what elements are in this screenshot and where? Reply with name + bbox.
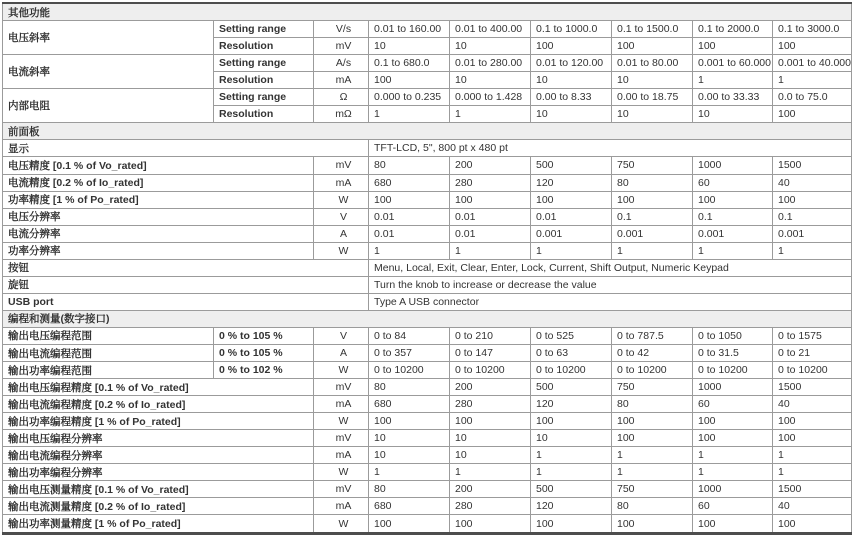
value-cell: 100 [773,413,852,430]
spec-row [3,464,852,481]
spec-row [3,515,852,534]
value-cell: 40 [773,498,852,515]
spec-label-cell: 输出电压编程精度 [0.1 % of Vo_rated] [3,379,314,396]
value-cell: 1 [693,72,773,89]
spec-row [3,225,852,242]
value-cell: 80 [612,498,693,515]
value-cell: 1500 [773,481,852,498]
value-cell: 80 [612,396,693,413]
value-cell: 100 [450,515,531,534]
unit-cell: mA [314,72,369,89]
sub-label-cell: 0 % to 105 % [214,344,314,361]
value-cell: 1 [693,447,773,464]
spec-label-cell: 功率精度 [1 % of Po_rated] [3,191,314,208]
value-cell: 0.001 [773,225,852,242]
spec-row [3,174,852,191]
spec-label-cell: 功率分辨率 [3,242,314,259]
value-cell: 0 to 10200 [531,362,612,379]
value-cell: 280 [450,498,531,515]
value-cell: 10 [612,106,693,123]
value-cell: 0 to 10200 [693,362,773,379]
value-cell: 10 [531,106,612,123]
section-header-row [3,310,852,327]
value-cell: 60 [693,174,773,191]
value-cell: 0.1 to 2000.0 [693,21,773,38]
section-header-row [3,3,852,21]
value-cell: 100 [369,413,450,430]
value-cell: 60 [693,498,773,515]
spec-row [3,242,852,259]
value-cell: 100 [612,515,693,534]
spec-row [3,498,852,515]
spec-row [3,89,852,106]
value-cell: 0.01 [531,208,612,225]
value-cell: 80 [612,174,693,191]
spec-label-cell: 输出功率编程分辨率 [3,464,314,481]
value-cell: 10 [531,72,612,89]
value-cell: 0.01 [450,225,531,242]
value-cell: 100 [693,191,773,208]
value-cell: 1 [773,447,852,464]
value-cell: 10 [369,447,450,464]
value-cell: 200 [450,379,531,396]
unit-cell: W [314,515,369,534]
value-cell: 1 [773,72,852,89]
value-cell: 280 [450,396,531,413]
value-cell: 0.000 to 0.235 [369,89,450,106]
value-cell: 0.1 [612,208,693,225]
value-cell: 0 to 10200 [773,362,852,379]
value-cell: 0.01 to 80.00 [612,55,693,72]
value-cell: 10 [369,430,450,447]
spec-row [3,21,852,38]
value-cell: 1 [450,464,531,481]
value-cell: 100 [773,106,852,123]
value-cell: 750 [612,379,693,396]
value-cell: 1 [369,106,450,123]
value-cell: 0.01 to 120.00 [531,55,612,72]
spec-label-cell: 输出电流编程范围 [3,344,214,361]
value-cell: 680 [369,396,450,413]
value-cell: 0 to 1050 [693,327,773,344]
section-title: 其他功能 [3,3,852,21]
spec-label-cell: 内部电阻 [3,89,214,123]
value-cell: 100 [531,413,612,430]
spec-row [3,276,852,293]
value-cell: 100 [612,430,693,447]
spec-label-cell: 输出功率编程范围 [3,362,214,379]
value-cell: 1 [693,242,773,259]
value-cell: 0.01 to 400.00 [450,21,531,38]
merged-value-cell: Menu, Local, Exit, Clear, Enter, Lock, Current, Shift Output, Numeric Keypad [369,259,852,276]
unit-cell: mA [314,498,369,515]
value-cell: 0.1 to 3000.0 [773,21,852,38]
value-cell: 1 [773,464,852,481]
spec-row [3,293,852,310]
value-cell: 100 [531,515,612,534]
value-cell: 10 [531,430,612,447]
value-cell: 120 [531,396,612,413]
merged-value-cell: Type A USB connector [369,293,852,310]
spec-row [3,344,852,361]
value-cell: 750 [612,481,693,498]
value-cell: 0 to 147 [450,344,531,361]
spec-row [3,430,852,447]
value-cell: 500 [531,157,612,174]
spec-label-cell: 输出电流测量精度 [0.2 % of Io_rated] [3,498,314,515]
value-cell: 200 [450,481,531,498]
value-cell: 10 [369,38,450,55]
sub-label-cell: 0 % to 102 % [214,362,314,379]
value-cell: 1 [531,464,612,481]
sub-label-cell: 0 % to 105 % [214,327,314,344]
spec-table-body [3,3,852,534]
value-cell: 0.1 [693,208,773,225]
spec-row [3,447,852,464]
spec-row [3,208,852,225]
value-cell: 0 to 525 [531,327,612,344]
spec-row [3,327,852,344]
value-cell: 0.001 [612,225,693,242]
value-cell: 100 [612,413,693,430]
value-cell: 10 [693,106,773,123]
spec-label-cell: 输出电流编程精度 [0.2 % of Io_rated] [3,396,314,413]
unit-cell: mA [314,174,369,191]
spec-label-cell: 输出电压编程范围 [3,327,214,344]
value-cell: 680 [369,174,450,191]
value-cell: 1 [450,242,531,259]
value-cell: 0 to 42 [612,344,693,361]
unit-cell: V [314,327,369,344]
value-cell: 280 [450,174,531,191]
unit-cell: W [314,191,369,208]
value-cell: 0.01 [369,208,450,225]
value-cell: 100 [773,430,852,447]
unit-cell: W [314,413,369,430]
value-cell: 1500 [773,379,852,396]
unit-cell: mA [314,396,369,413]
spec-label-cell: 电压精度 [0.1 % of Vo_rated] [3,157,314,174]
value-cell: 500 [531,481,612,498]
value-cell: 100 [450,191,531,208]
unit-cell: mV [314,38,369,55]
value-cell: 80 [369,157,450,174]
spec-row [3,379,852,396]
value-cell: 0 to 84 [369,327,450,344]
value-cell: 100 [369,72,450,89]
spec-label-cell: 输出电压测量精度 [0.1 % of Vo_rated] [3,481,314,498]
value-cell: 100 [450,413,531,430]
value-cell: 0.00 to 33.33 [693,89,773,106]
spec-label-cell: 电流精度 [0.2 % of Io_rated] [3,174,314,191]
unit-cell: mV [314,379,369,396]
spec-row [3,413,852,430]
value-cell: 100 [773,515,852,534]
specifications-table [2,2,852,535]
merged-value-cell: Turn the knob to increase or decrease the value [369,276,852,293]
value-cell: 100 [693,38,773,55]
unit-cell: A [314,344,369,361]
value-cell: 120 [531,174,612,191]
value-cell: 1000 [693,157,773,174]
value-cell: 1 [612,447,693,464]
spec-row [3,191,852,208]
value-cell: 1 [369,242,450,259]
merged-value-cell: TFT-LCD, 5", 800 pt x 480 pt [369,140,852,157]
value-cell: 0.1 [773,208,852,225]
value-cell: 1 [531,447,612,464]
value-cell: 1 [773,242,852,259]
value-cell: 0.001 to 40.000 [773,55,852,72]
value-cell: 100 [773,38,852,55]
value-cell: 0.00 to 8.33 [531,89,612,106]
value-cell: 0.1 to 680.0 [369,55,450,72]
unit-cell: W [314,242,369,259]
value-cell: 500 [531,379,612,396]
spec-label-cell: 输出电流编程分辨率 [3,447,314,464]
value-cell: 100 [612,191,693,208]
sub-label-cell: Resolution [214,38,314,55]
spec-row [3,481,852,498]
value-cell: 0 to 21 [773,344,852,361]
spec-label-cell: USB port [3,293,369,310]
value-cell: 1 [612,464,693,481]
value-cell: 100 [773,191,852,208]
value-cell: 0.00 to 18.75 [612,89,693,106]
section-title: 编程和测量(数字接口) [3,310,852,327]
value-cell: 1000 [693,481,773,498]
sub-label-cell: Setting range [214,55,314,72]
unit-cell: W [314,362,369,379]
sub-label-cell: Resolution [214,72,314,89]
value-cell: 0 to 357 [369,344,450,361]
value-cell: 80 [369,481,450,498]
value-cell: 0 to 10200 [612,362,693,379]
unit-cell: V/s [314,21,369,38]
value-cell: 40 [773,174,852,191]
value-cell: 0.01 [369,225,450,242]
sub-label-cell: Setting range [214,21,314,38]
sub-label-cell: Resolution [214,106,314,123]
value-cell: 0.1 to 1500.0 [612,21,693,38]
unit-cell: mV [314,430,369,447]
value-cell: 100 [531,191,612,208]
value-cell: 1 [531,242,612,259]
value-cell: 10 [450,447,531,464]
section-header-row [3,123,852,140]
value-cell: 200 [450,157,531,174]
spec-label-cell: 输出功率测量精度 [1 % of Po_rated] [3,515,314,534]
value-cell: 60 [693,396,773,413]
value-cell: 1 [369,464,450,481]
spec-label-cell: 旋钮 [3,276,369,293]
spec-row [3,157,852,174]
value-cell: 0.001 [693,225,773,242]
value-cell: 120 [531,498,612,515]
value-cell: 100 [612,38,693,55]
value-cell: 0 to 10200 [450,362,531,379]
value-cell: 0.1 to 1000.0 [531,21,612,38]
value-cell: 1000 [693,379,773,396]
unit-cell: mΩ [314,106,369,123]
spec-label-cell: 按钮 [3,259,369,276]
value-cell: 0.01 [450,208,531,225]
spec-label-cell: 电流斜率 [3,55,214,89]
spec-row [3,259,852,276]
unit-cell: mA [314,447,369,464]
spec-label-cell: 电流分辨率 [3,225,314,242]
spec-label-cell: 输出功率编程精度 [1 % of Po_rated] [3,413,314,430]
value-cell: 1 [693,464,773,481]
unit-cell: mV [314,481,369,498]
unit-cell: V [314,208,369,225]
value-cell: 0.01 to 280.00 [450,55,531,72]
value-cell: 100 [693,430,773,447]
spec-label-cell: 输出电压编程分辨率 [3,430,314,447]
value-cell: 0 to 787.5 [612,327,693,344]
value-cell: 10 [450,38,531,55]
unit-cell: A [314,225,369,242]
value-cell: 680 [369,498,450,515]
value-cell: 10 [450,72,531,89]
unit-cell: W [314,464,369,481]
value-cell: 80 [369,379,450,396]
value-cell: 0.000 to 1.428 [450,89,531,106]
value-cell: 100 [369,515,450,534]
unit-cell: Ω [314,89,369,106]
sub-label-cell: Setting range [214,89,314,106]
spec-label-cell: 电压分辨率 [3,208,314,225]
spec-row [3,396,852,413]
spec-row [3,55,852,72]
value-cell: 0.01 to 160.00 [369,21,450,38]
value-cell: 0 to 10200 [369,362,450,379]
value-cell: 10 [612,72,693,89]
value-cell: 0.001 to 60.000 [693,55,773,72]
spec-row [3,140,852,157]
section-title: 前面板 [3,123,852,140]
value-cell: 0.0 to 75.0 [773,89,852,106]
value-cell: 40 [773,396,852,413]
unit-cell: mV [314,157,369,174]
value-cell: 1 [450,106,531,123]
value-cell: 100 [693,413,773,430]
spec-row [3,362,852,379]
value-cell: 0 to 31.5 [693,344,773,361]
value-cell: 1 [612,242,693,259]
value-cell: 1500 [773,157,852,174]
value-cell: 0 to 210 [450,327,531,344]
spec-label-cell: 显示 [3,140,369,157]
value-cell: 0.001 [531,225,612,242]
value-cell: 0 to 1575 [773,327,852,344]
unit-cell: A/s [314,55,369,72]
value-cell: 100 [693,515,773,534]
value-cell: 10 [450,430,531,447]
spec-label-cell: 电压斜率 [3,21,214,55]
value-cell: 100 [369,191,450,208]
value-cell: 100 [531,38,612,55]
value-cell: 0 to 63 [531,344,612,361]
value-cell: 750 [612,157,693,174]
